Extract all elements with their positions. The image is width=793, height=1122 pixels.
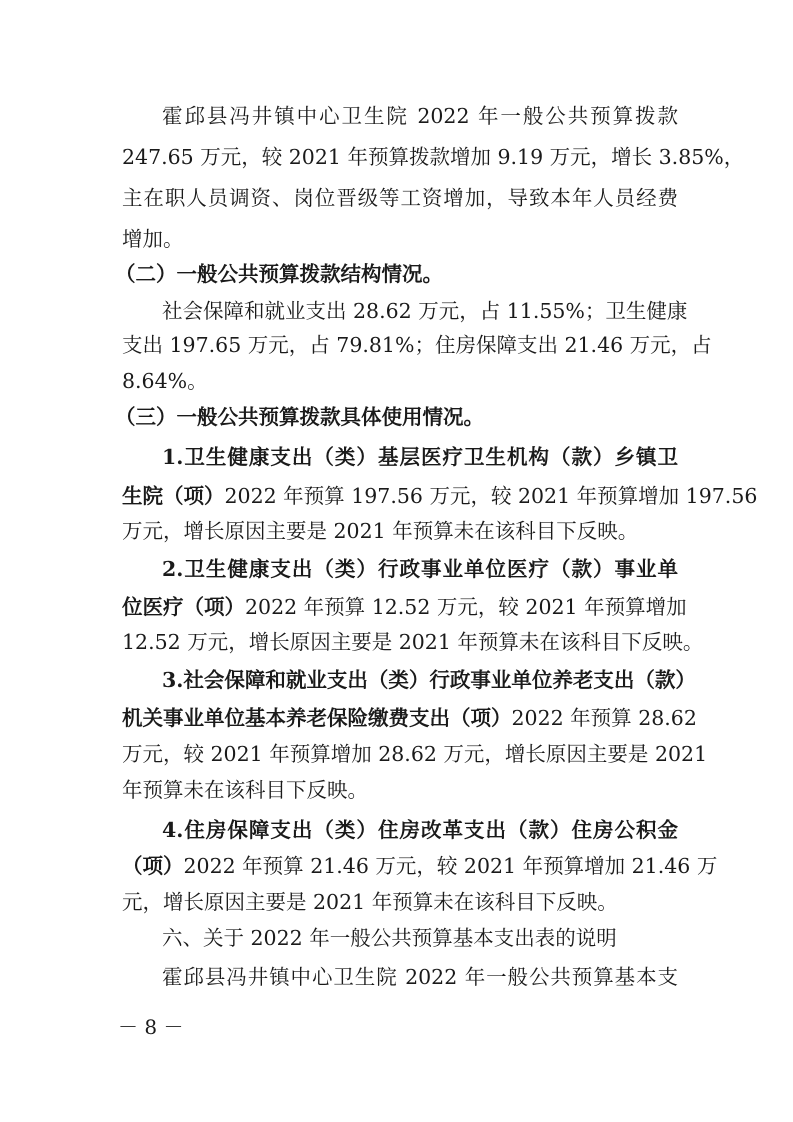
item-text: 2022 年预算 21.46 万元，较 2021 年预算增加 21.46 万 xyxy=(183,854,718,878)
section-heading: （二）一般公共预算拨款结构情况。 xyxy=(115,262,443,286)
item-heading: 3.社会保障和就业支出（类）行政事业单位养老支出（款） xyxy=(162,668,696,692)
paragraph-line: 社会保障和就业支出 28.62 万元，占 11.55%；卫生健康 xyxy=(162,299,688,323)
page-number: － 8 － xyxy=(118,1015,184,1039)
item-heading: 1.卫生健康支出（类）基层医疗卫生机构（款）乡镇卫 xyxy=(162,445,678,469)
item-label: 生院（项） xyxy=(122,484,225,508)
paragraph-line xyxy=(122,587,687,627)
item-label: 位医疗（项） xyxy=(122,595,245,619)
section-heading: 六、关于 2022 年一般公共预算基本支出表的说明 xyxy=(162,926,617,950)
paragraph-line: 年预算未在该科目下反映。 xyxy=(122,778,368,802)
paragraph-line xyxy=(122,698,697,738)
item-heading: 4.住房保障支出（类）住房改革支出（款）住房公积金 xyxy=(162,818,678,842)
paragraph-line: 12.52 万元，增长原因主要是 2021 年预算未在该科目下反映。 xyxy=(122,630,704,654)
paragraph-line: 万元，增长原因主要是 2021 年预算未在该科目下反映。 xyxy=(122,519,639,543)
paragraph-line xyxy=(122,476,758,516)
section-heading: （三）一般公共预算拨款具体使用情况。 xyxy=(115,405,484,429)
paragraph-line: 247.65 万元，较 2021 年预算拨款增加 9.19 万元，增长 3.85%， xyxy=(122,145,745,169)
item-label: 机关事业单位基本养老保险缴费支出（项） xyxy=(122,706,512,730)
item-text: 2022 年预算 197.56 万元，较 2021 年预算增加 197.56 xyxy=(224,484,758,508)
item-text: 2022 年预算 28.62 xyxy=(511,706,697,730)
paragraph-line: 霍邱县冯井镇中心卫生院 2022 年一般公共预算拨款 xyxy=(162,104,678,128)
paragraph-line: 元，增长原因主要是 2021 年预算未在该科目下反映。 xyxy=(122,890,618,914)
item-text: 2022 年预算 12.52 万元，较 2021 年预算增加 xyxy=(245,595,687,619)
paragraph-line: 支出 197.65 万元，占 79.81%；住房保障支出 21.46 万元，占 xyxy=(122,333,712,357)
paragraph-line xyxy=(122,846,718,886)
item-label: （项） xyxy=(122,854,184,878)
paragraph-line: 霍邱县冯井镇中心卫生院 2022 年一般公共预算基本支 xyxy=(162,965,678,989)
paragraph-line: 8.64%。 xyxy=(122,369,208,393)
item-heading: 2.卫生健康支出（类）行政事业单位医疗（款）事业单 xyxy=(162,557,678,581)
paragraph-line: 增加。 xyxy=(122,227,184,251)
paragraph-line: 主在职人员调资、岗位晋级等工资增加，导致本年人员经费 xyxy=(122,186,678,210)
paragraph-line: 万元，较 2021 年预算增加 28.62 万元，增长原因主要是 2021 xyxy=(122,742,708,766)
